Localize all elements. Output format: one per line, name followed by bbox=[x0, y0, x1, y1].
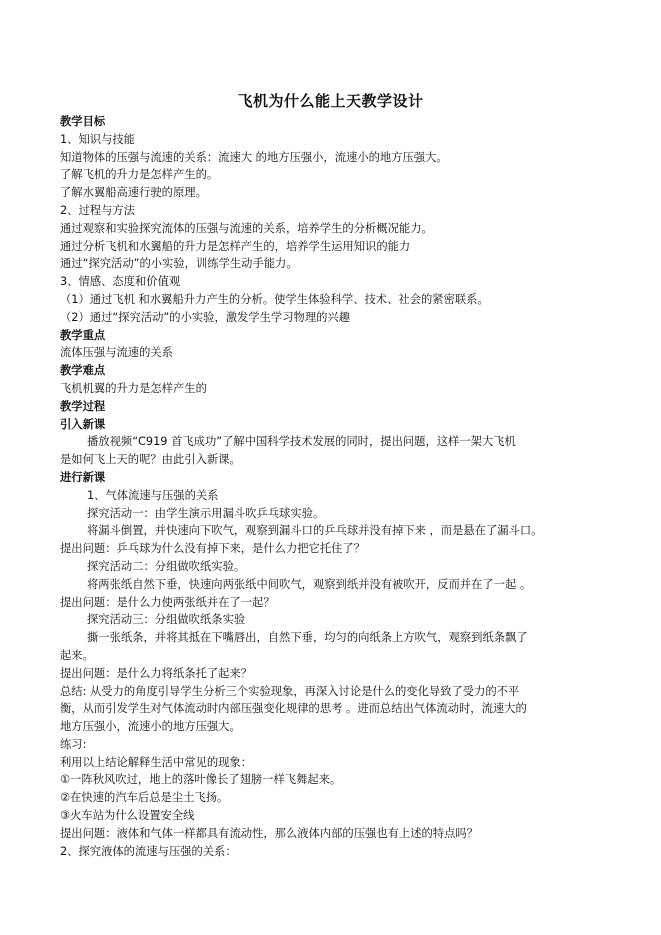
text-line: 衡，从而引发学生对气体流动时内部压强变化规律的思考 。进而总结出气体流动时，流速大的 bbox=[60, 702, 527, 716]
text-line: 将两张纸自然下垂，快速向两张纸中间吹气，观察到纸并没有被吹开，反而并在了一起 。 bbox=[87, 577, 532, 591]
section-heading: 教学过程 bbox=[60, 399, 106, 413]
text-line: 提出问题：是什么力使两张纸并在了一起？ bbox=[60, 595, 275, 609]
text-line: 利用以上结论解释生活中常见的现象： bbox=[60, 755, 253, 769]
text-line: 了解水翼船高速行驶的原理。 bbox=[60, 186, 207, 200]
text-line: 2、过程与方法 bbox=[60, 203, 135, 217]
text-line: 探究活动一：由学生演示用漏斗吹乒乓球实验。 bbox=[87, 506, 325, 520]
text-line: 1、知识与技能 bbox=[60, 132, 135, 146]
section-heading: 教学重点 bbox=[60, 328, 106, 342]
section-heading: 进行新课 bbox=[60, 470, 106, 484]
text-line: 提出问题：乒乓球为什么没有掉下来，是什么力把它托住了？ bbox=[60, 542, 366, 556]
text-line: 起来。 bbox=[60, 648, 94, 662]
text-line: 通过“探究活动”的小实验，训练学生动手能力。 bbox=[60, 257, 298, 271]
text-line: 总结: 从受力的角度引导学生分析三个实验现象，再深入讨论是什么的变化导致了受力的不平 bbox=[60, 684, 520, 698]
text-line: 流体压强与流速的关系 bbox=[60, 346, 173, 360]
text-line: 2、探究液体的流速与压强的关系： bbox=[60, 844, 237, 858]
document-title: 飞机为什么能上天教学设计 bbox=[237, 92, 424, 110]
section-heading: 教学目标 bbox=[60, 115, 106, 128]
text-line: 知道物体的压强与流速的关系：流速大 的地方压强小，流速小的地方压强大。 bbox=[60, 150, 448, 164]
text-line: 1、气体流速与压强的关系 bbox=[87, 488, 219, 502]
text-line: 播放视频“C919 首飞成功”了解中国科学技术发展的同时，提出问题，这样一架大飞机 bbox=[87, 435, 516, 449]
text-line: ②在快速的汽车后总是尘土飞扬。 bbox=[60, 791, 229, 805]
section-heading: 教学难点 bbox=[60, 364, 106, 378]
text-line: 探究活动二：分组做吹纸实验。 bbox=[87, 559, 246, 573]
text-line: （2）通过“探究活动”的小实验，激发学生学习物理的兴趣 bbox=[60, 310, 351, 324]
text-line: ①一阵秋风吹过，地上的落叶像长了翅膀一样飞舞起来。 bbox=[60, 773, 342, 787]
text-line: （1）通过飞机 和水翼船升力产生的分析。使学生体验科学、技术、社会的紧密联系。 bbox=[60, 292, 489, 306]
text-line: 将漏斗倒置，并快速向下吹气，观察到漏斗口的乒乓球并没有掉下来 ，而是悬在了漏斗口。 bbox=[87, 524, 543, 538]
text-line: 通过分析飞机和水翼船的升力是怎样产生的，培养学生运用知识的能力 bbox=[60, 239, 411, 253]
text-line: 练习: bbox=[60, 737, 87, 751]
document-body bbox=[60, 113, 615, 860]
text-line: 提出问题：是什么力将纸条托了起来？ bbox=[60, 666, 253, 680]
text-line: 撕一张纸条，并将其抵在下嘴唇出，自然下垂，均匀的向纸条上方吹气，观察到纸条飘了 bbox=[87, 631, 528, 645]
text-line: 飞机机翼的升力是怎样产生的 bbox=[60, 381, 207, 395]
text-line: 3、情感、态度和价值观 bbox=[60, 275, 181, 289]
text-line: 提出问题：液体和气体一样都具有流动性，那么液体内部的压强也有上述的特点吗？ bbox=[60, 826, 478, 840]
text-line: ③火车站为什么设置安全线 bbox=[60, 809, 195, 823]
section-heading: 引入新课 bbox=[60, 417, 106, 431]
text-line: 地方压强小，流速小的地方压强大。 bbox=[60, 720, 241, 734]
text-line: 通过观察和实验探究流体的压强与流速的关系，培养学生的分析概况能力。 bbox=[60, 221, 433, 235]
text-line: 探究活动三：分组做吹纸条实验 bbox=[87, 613, 246, 627]
text-line: 是如何飞上天的呢？由此引入新课。 bbox=[60, 453, 241, 467]
text-line: 了解飞机的升力是怎样产生的。 bbox=[60, 168, 219, 182]
